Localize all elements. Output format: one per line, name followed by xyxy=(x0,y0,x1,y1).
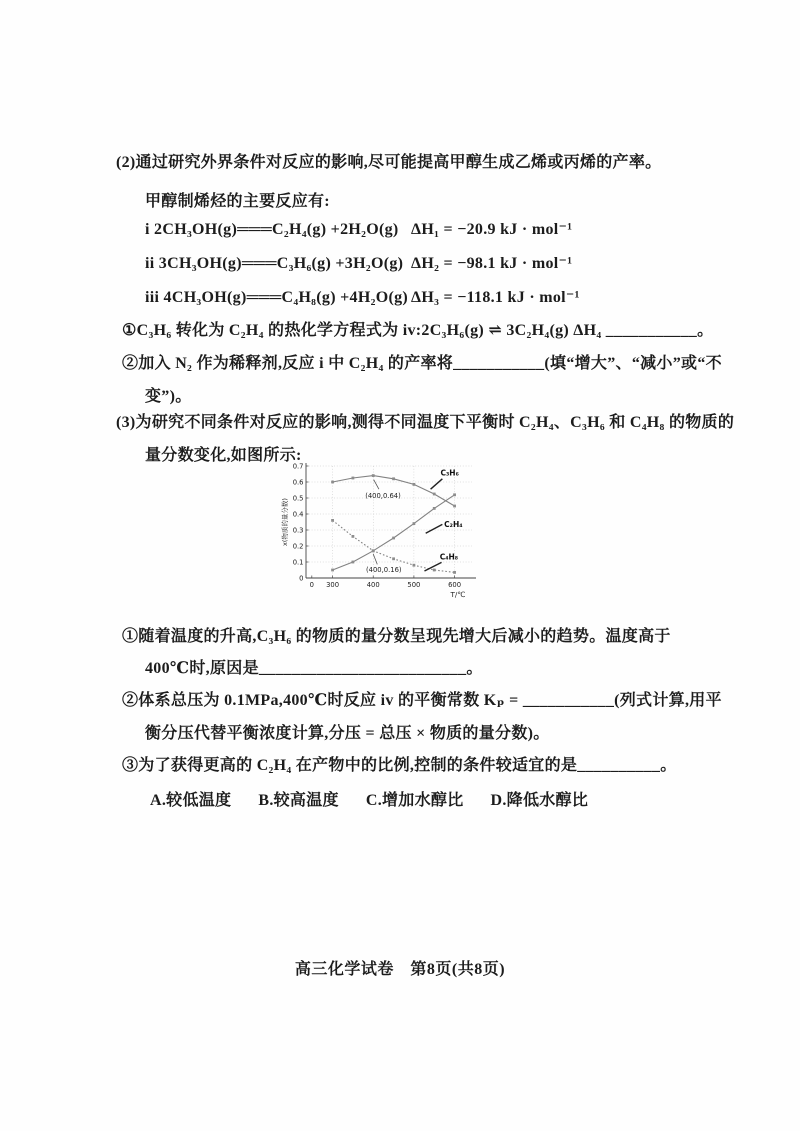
equation-iii xyxy=(145,287,580,307)
equation-iii-enthalpy: ΔH₃ = −118.1 kJ · mol⁻¹ xyxy=(411,289,580,306)
question-2-intro: (2)通过研究外界条件对反应的影响,尽可能提高甲醇生成乙烯或丙烯的产率。 xyxy=(116,154,662,171)
svg-text:0.6: 0.6 xyxy=(292,478,304,487)
svg-text:C₃H₆: C₃H₆ xyxy=(440,468,459,478)
svg-text:400: 400 xyxy=(366,581,380,589)
question-2-item-2-line-2: 变”)。 xyxy=(145,388,192,405)
options-row xyxy=(150,787,588,810)
equation-i-enthalpy: ΔH₁ = −20.9 kJ · mol⁻¹ xyxy=(411,221,573,238)
equation-ii xyxy=(145,253,572,273)
svg-text:0: 0 xyxy=(309,581,314,589)
question-3-item-3: ③为了获得更高的 C₂H₄ 在产物中的比例,控制的条件较适宜的是__________。 xyxy=(122,757,677,774)
svg-text:T/℃: T/℃ xyxy=(450,590,466,599)
equilibrium-fraction-chart xyxy=(280,458,492,610)
option-c: C.增加水醇比 xyxy=(365,792,464,809)
svg-text:500: 500 xyxy=(407,581,421,589)
option-a: A.较低温度 xyxy=(150,792,232,809)
svg-text:0.7: 0.7 xyxy=(292,462,304,471)
question-3-item-2-line-2: 衡分压代替平衡浓度计算,分压 = 总压 × 物质的量分数)。 xyxy=(145,725,550,742)
question-2-item-1: ①C₃H₆ 转化为 C₂H₄ 的热化学方程式为 iv:2C₃H₆(g) ⇌ 3C₂H₄(g) ΔH₄ ___________。 xyxy=(122,322,714,339)
svg-text:0.3: 0.3 xyxy=(292,526,304,535)
option-d: D.降低水醇比 xyxy=(490,792,589,809)
svg-text:0.2: 0.2 xyxy=(292,542,304,551)
svg-text:600: 600 xyxy=(448,581,462,589)
svg-text:0.1: 0.1 xyxy=(292,558,304,567)
question-2-subintro: 甲醇制烯烃的主要反应有: xyxy=(145,193,330,210)
page-footer: 高三化学试卷 第8页(共8页) xyxy=(294,961,506,978)
question-3-item-1-line-1: ①随着温度的升高,C₃H₆ 的物质的量分数呈现先增大后减小的趋势。温度高于 xyxy=(122,628,671,645)
equation-ii-formula: ii 3CH₃OH(g)═══C₃H₆(g) +3H₂O(g) xyxy=(145,255,404,272)
equation-i-formula: i 2CH₃OH(g)═══C₂H₄(g) +2H₂O(g) xyxy=(145,221,399,238)
svg-text:300: 300 xyxy=(326,581,340,589)
equation-i xyxy=(145,219,572,239)
question-3-item-1-line-2: 400℃时,原因是_________________________。 xyxy=(145,660,483,677)
question-3-intro-line-1: (3)为研究不同条件对反应的影响,测得不同温度下平衡时 C₂H₄、C₃H₆ 和 C₄H₈ 的物质的 xyxy=(116,414,735,431)
question-3-item-2-line-1: ②体系总压为 0.1MPa,400℃时反应 iv 的平衡常数 Kₚ = ___________(列式计算,用平 xyxy=(122,692,722,709)
equation-ii-enthalpy: ΔH₂ = −98.1 kJ · mol⁻¹ xyxy=(411,255,573,272)
svg-text:x(物质的量分数): x(物质的量分数) xyxy=(281,498,289,546)
chart-svg xyxy=(280,458,492,610)
svg-text:0.4: 0.4 xyxy=(292,510,304,519)
svg-text:(400,0.64): (400,0.64) xyxy=(365,491,401,500)
svg-text:(400,0.16): (400,0.16) xyxy=(366,566,402,575)
question-2-item-2-line-1: ②加入 N₂ 作为稀释剂,反应 i 中 C₂H₄ 的产率将___________(填“增大”、“减小”或“不 xyxy=(122,355,722,372)
svg-text:0.5: 0.5 xyxy=(292,494,304,503)
equation-iii-formula: iii 4CH₃OH(g)═══C₄H₈(g) +4H₂O(g) xyxy=(145,289,408,306)
svg-text:C₄H₈: C₄H₈ xyxy=(439,552,459,562)
svg-text:0: 0 xyxy=(299,574,304,583)
svg-text:C₂H₄: C₂H₄ xyxy=(444,519,463,529)
option-b: B.较高温度 xyxy=(258,792,339,809)
question-3-intro-line-2: 量分数变化,如图所示: xyxy=(145,447,302,464)
